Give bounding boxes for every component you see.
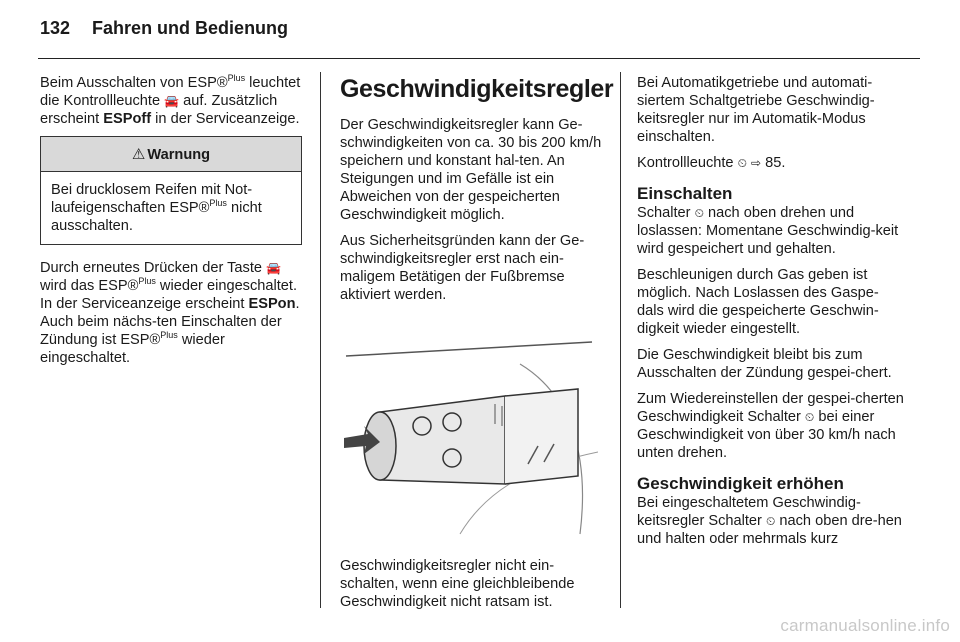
warning-box xyxy=(40,136,302,245)
esp-icon: 🚘 xyxy=(164,94,180,108)
cruise-control-icon: ⏲ xyxy=(737,156,747,170)
indicator-paragraph: Kontrollleuchte ⏲ ⇨ 85. xyxy=(637,155,786,171)
subheading-einschalten: Einschalten xyxy=(637,184,733,203)
page-number: 132 xyxy=(40,18,71,38)
cruise-control-resume-icon: ⏲ xyxy=(804,410,815,424)
column-2 xyxy=(340,74,614,619)
column-1 xyxy=(40,74,302,375)
watermark: carmanualsonline.info xyxy=(780,616,950,635)
warning-triangle-icon: ⚠ xyxy=(131,145,146,163)
storage-paragraph: Die Geschwindigkeit bleibt bis zum Ausschalten der Zündung gespei-chert. xyxy=(637,347,892,381)
cruise-control-icon: ⏲ xyxy=(765,514,776,528)
esp-off-paragraph: Beim Ausschalten von ESP®$^{Plus}$ leuchtet die Kontrollleuchte 🚘 auf. Zusätzlich erscheint ESPoff in der Serviceanzeige. xyxy=(40,73,301,127)
page-header xyxy=(40,18,288,39)
cruise-control-icon: ⏲ xyxy=(694,206,704,220)
automatic-paragraph: Bei Automatikgetriebe und automati-siertem Schaltgetriebe Geschwindig-keitsregler nur im Automatik-Modus einschalten. xyxy=(637,75,875,145)
header-rule xyxy=(38,58,920,59)
page-reference-icon: ⇨ xyxy=(751,156,762,170)
warning-text: Bei drucklosem Reifen mit Not-laufeigenschaften ESP®$^{Plus}$ nicht ausschalten. xyxy=(51,182,262,234)
column-divider-2 xyxy=(620,72,621,608)
intro-paragraph: Der Geschwindigkeitsregler kann Ge-schwindigkeiten von ca. 30 bis 200 km/h speichern und konstant hal-ten. An Steigungen und im Gefälle ist ein Abweichen von der gespeicherten Geschwindigkeit möglich. xyxy=(340,117,602,223)
safety-paragraph: Aus Sicherheitsgründen kann der Ge-schwindigkeitsregler erst nach ein-maligem Betätigen der Fußbremse aktiviert werden. xyxy=(340,233,585,303)
einschalten-paragraph: Schalter ⏲ nach oben drehen und loslassen: Momentane Geschwindig-keit wird gespeichert und gehalten. xyxy=(637,205,899,257)
cruise-control-lever-illustration xyxy=(340,334,598,538)
column-3 xyxy=(637,74,905,556)
accelerate-paragraph: Beschleunigen durch Gas geben ist möglich. Nach Loslassen des Gaspe-dals wird die gespeicherte Geschwin-digkeit wieder eingestellt. xyxy=(637,267,879,337)
figure-caption: Geschwindigkeitsregler nicht ein-schalten, wenn eine gleichbleibende Geschwindigkeit nicht ratsam ist. xyxy=(340,558,575,610)
resume-paragraph: Zum Wiedereinstellen der gespei-cherten Geschwindigkeit Schalter ⏲ bei einer Geschwindigkeit von über 30 km/h nach unten drehen. xyxy=(637,391,904,461)
warning-header: ⚠ Warnung xyxy=(41,137,301,172)
subheading-increase-speed: Geschwindigkeit erhöhen xyxy=(637,474,844,493)
esp-icon: 🚘 xyxy=(266,261,281,275)
increase-speed-paragraph: Bei eingeschaltetem Geschwindig-keitsregler Schalter ⏲ nach oben dre-hen und halten oder mehrmals kurz xyxy=(637,495,902,547)
section-heading: Geschwindigkeitsregler xyxy=(340,75,614,103)
esp-on-paragraph: Durch erneutes Drücken der Taste 🚘 wird das ESP®$^{Plus}$ wieder eingeschaltet. In der Serviceanzeige erscheint ESPon. Auch beim nächs-ten Einschalten der Zündung ist ESP®$^{Plus}$ wieder eingeschaltet. xyxy=(40,260,300,366)
chapter-title: Fahren und Bedienung xyxy=(92,18,289,38)
column-divider-1 xyxy=(320,72,321,608)
